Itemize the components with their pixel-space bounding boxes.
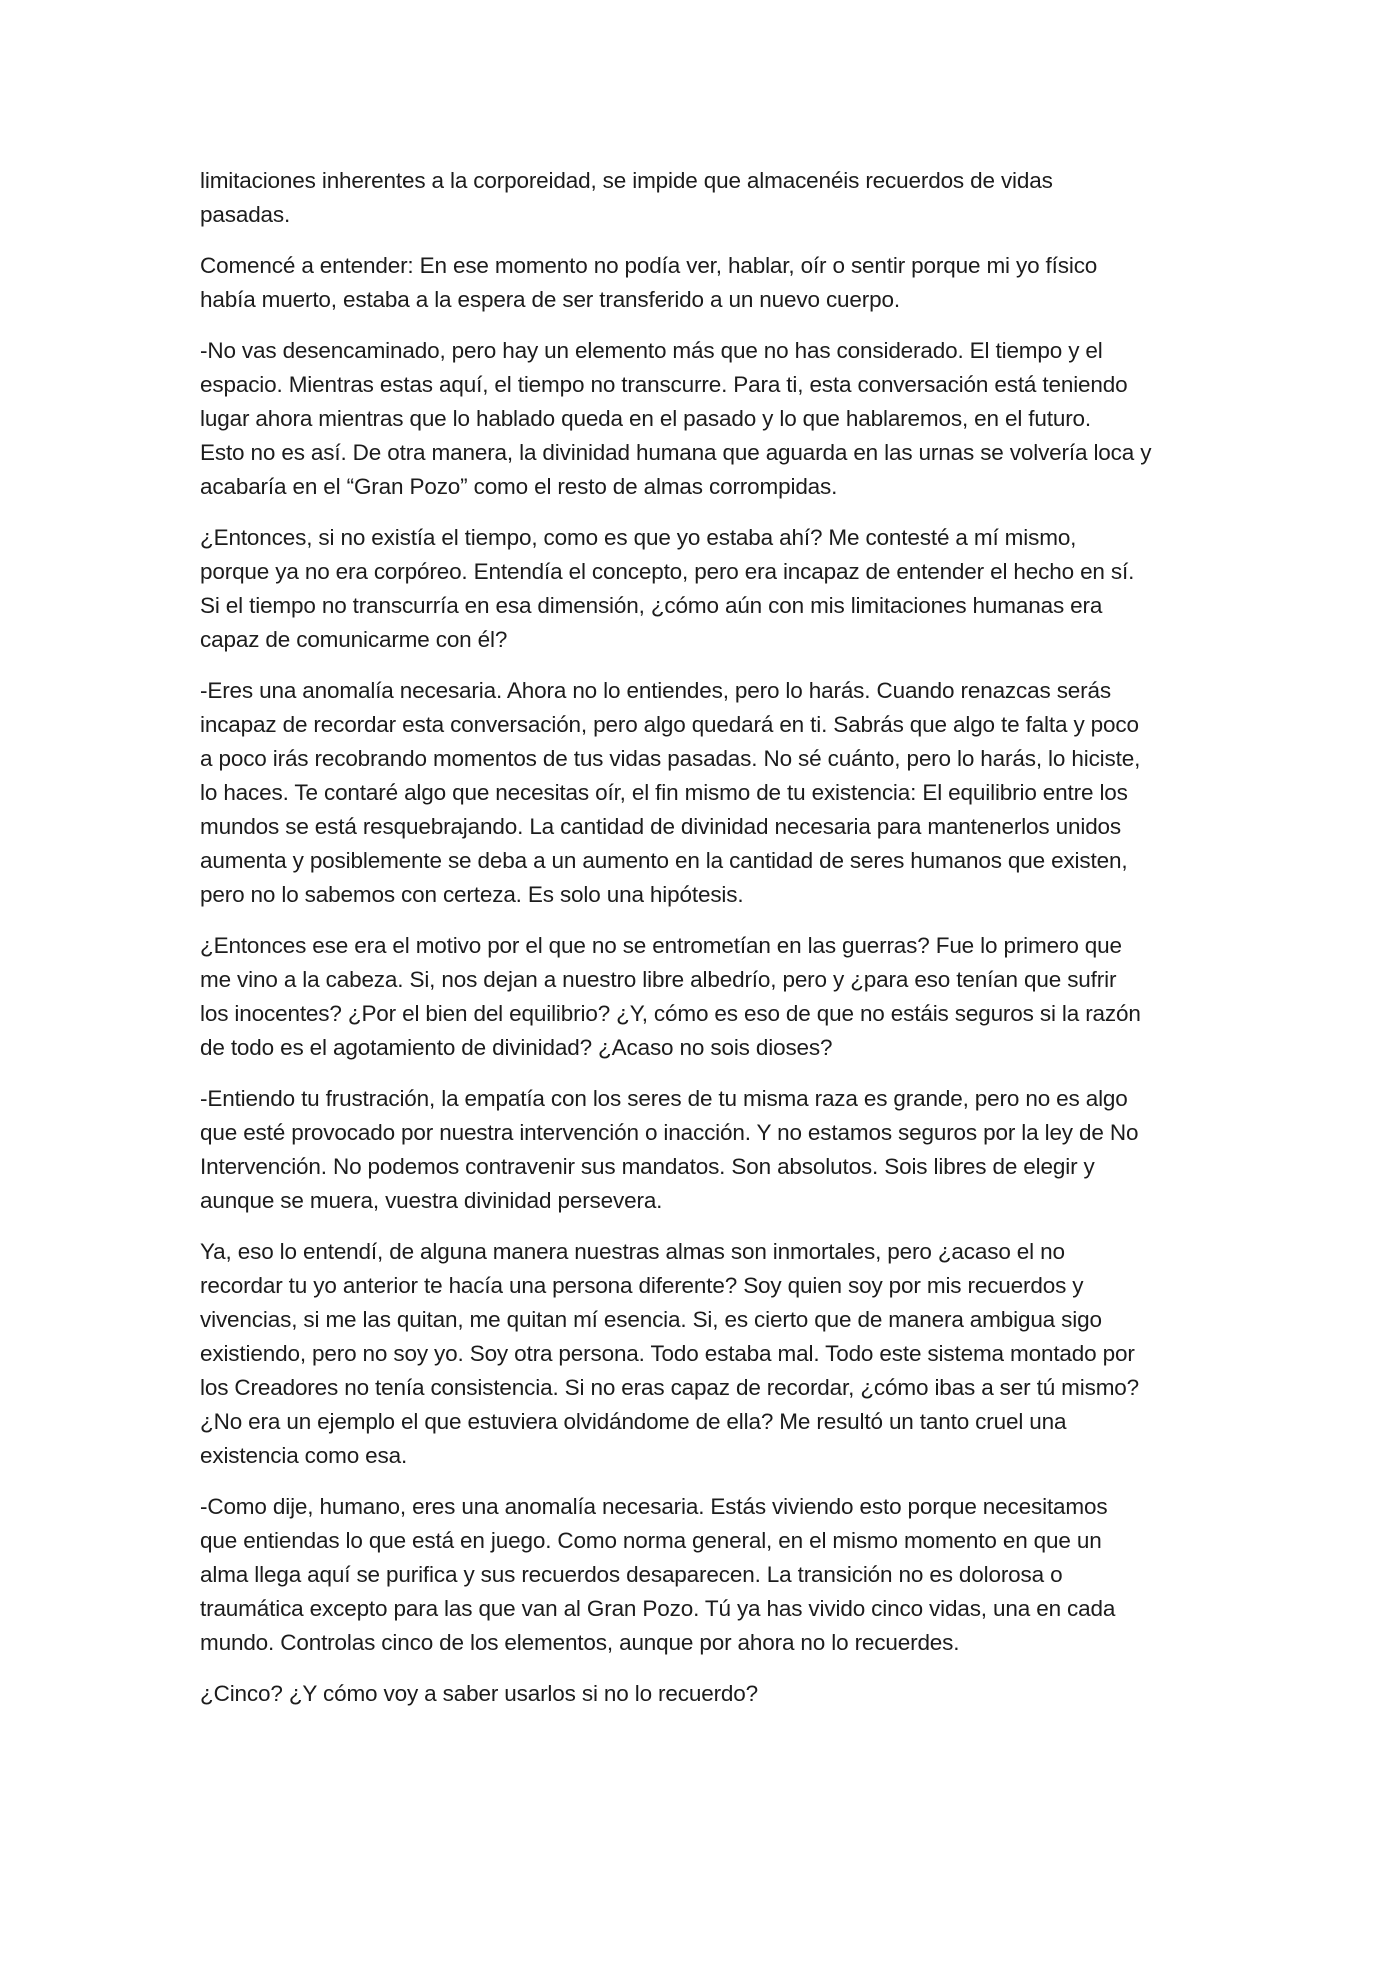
paragraph: limitaciones inherentes a la corporeidad, se impide que almacenéis recuerdos de vidas pasadas.: [200, 168, 1053, 227]
paragraph: ¿Cinco? ¿Y cómo voy a saber usarlos si no lo recuerdo?: [200, 1681, 759, 1706]
document-body: [200, 164, 1204, 1728]
paragraph: -Como dije, humano, eres una anomalía necesaria. Estás viviendo esto porque necesitamos que entiendas lo que está en juego. Como norma general, en el mismo momento en que un alma llega aquí se purifica y sus recuerdos desaparecen. La transición no es dolorosa o traumática excepto para las que van al Gran Pozo. Tú ya has vivido cinco vidas, una en cada mundo. Controlas cinco de los elementos, aunque por ahora no lo recuerdes.: [200, 1494, 1116, 1655]
paragraph: Ya, eso lo entendí, de alguna manera nuestras almas son inmortales, pero ¿acaso el no recordar tu yo anterior te hacía una persona diferente? Soy quien soy por mis recuerdos y vivencias, si me las quitan, me quitan mí esencia. Si, es cierto que de manera ambigua sigo existiendo, pero no soy yo. Soy otra persona. Todo estaba mal. Todo este sistema montado por los Creadores no tenía consistencia. Si no eras capaz de recordar, ¿cómo ibas a ser tú mismo? ¿No era un ejemplo el que estuviera olvidándome de ella? Me resultó un tanto cruel una existencia como esa.: [200, 1239, 1140, 1468]
paragraph: Comencé a entender: En ese momento no podía ver, hablar, oír o sentir porque mi yo físico había muerto, estaba a la espera de ser transferido a un nuevo cuerpo.: [200, 253, 1098, 312]
paragraph: -Eres una anomalía necesaria. Ahora no lo entiendes, pero lo harás. Cuando renazcas serás incapaz de recordar esta conversación, pero algo quedará en ti. Sabrás que algo te falta y poco a poco irás recobrando momentos de tus vidas pasadas. No sé cuánto, pero lo harás, lo hiciste, lo haces. Te contaré algo que necesitas oír, el fin mismo de tu existencia: El equilibrio entre los mundos se está resquebrajando. La cantidad de divinidad necesaria para mantenerlos unidos aumenta y posiblemente se deba a un aumento en la cantidad de seres humanos que existen, pero no lo sabemos con certeza. Es solo una hipótesis.: [200, 678, 1141, 907]
paragraph: -Entiendo tu frustración, la empatía con los seres de tu misma raza es grande, pero no es algo que esté provocado por nuestra intervención o inacción. Y no estamos seguros por la ley de No Intervención. No podemos contravenir sus mandatos. Son absolutos. Sois libres de elegir y aunque se muera, vuestra divinidad persevera.: [200, 1086, 1139, 1213]
paragraph: ¿Entonces, si no existía el tiempo, como es que yo estaba ahí? Me contesté a mí mismo, porque ya no era corpóreo. Entendía el concepto, pero era incapaz de entender el hecho en sí. Si el tiempo no transcurría en esa dimensión, ¿cómo aún con mis limitaciones humanas era capaz de comunicarme con él?: [200, 525, 1135, 652]
paragraph: -No vas desencaminado, pero hay un elemento más que no has considerado. El tiempo y el espacio. Mientras estas aquí, el tiempo no transcurre. Para ti, esta conversación está teniendo lugar ahora mientras que lo hablado queda en el pasado y lo que hablaremos, en el futuro. Esto no es así. De otra manera, la divinidad humana que aguarda en las urnas se volvería loca y acabaría en el “Gran Pozo” como el resto de almas corrompidas.: [200, 338, 1152, 499]
paragraph: ¿Entonces ese era el motivo por el que no se entrometían en las guerras? Fue lo primero que me vino a la cabeza. Si, nos dejan a nuestro libre albedrío, pero y ¿para eso tenían que sufrir los inocentes? ¿Por el bien del equilibrio? ¿Y, cómo es eso de que no estáis seguros si la razón de todo es el agotamiento de divinidad? ¿Acaso no sois dioses?: [200, 933, 1141, 1060]
